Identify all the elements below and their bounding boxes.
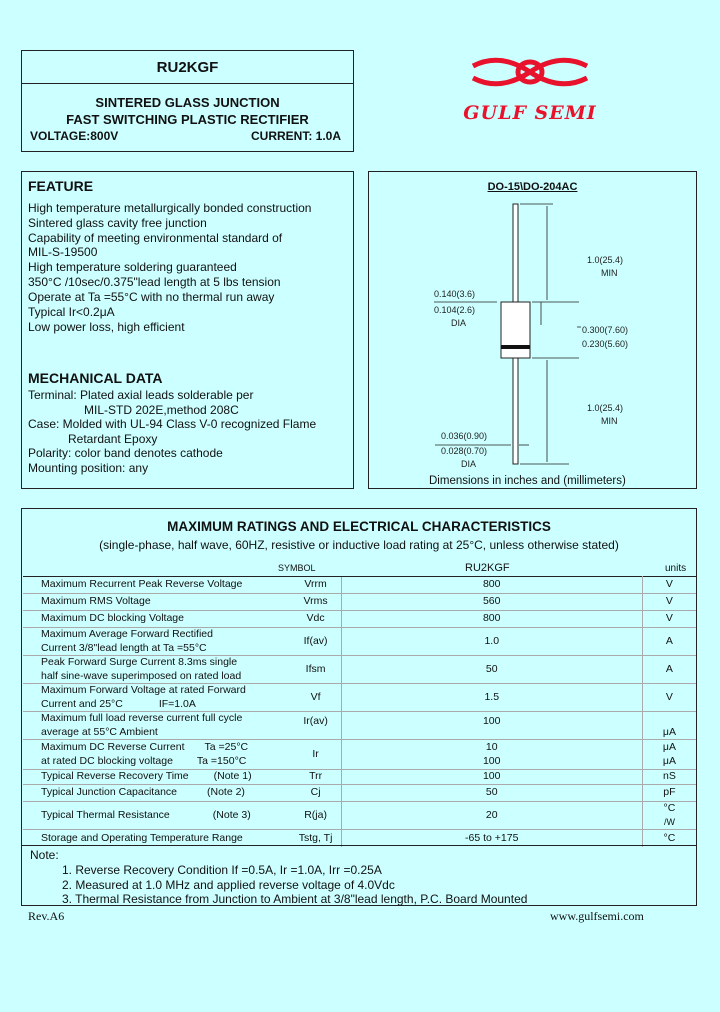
param-cell: Maximum Recurrent Peak Reverse Voltage [23, 577, 291, 594]
param-cell [23, 656, 291, 684]
mechanical-line: Terminal: Plated axial leads solderable per [28, 388, 254, 402]
unit-cell: V [642, 684, 696, 712]
lead-length-bottom-min: MIN [601, 416, 618, 426]
symbol-cell: If(av) [291, 628, 342, 656]
mechanical-line: Polarity: color band denotes cathode [28, 446, 223, 460]
value-cell: 1.5 [341, 684, 642, 712]
lead-length-top-min: MIN [601, 268, 618, 278]
unit-cell: V [642, 577, 696, 594]
symbol-cell: Ir [291, 740, 342, 770]
ratings-subtitle: (single-phase, half wave, 60HZ, resistive or inductive load rating at 25°C, unless otherwise stated) [99, 538, 619, 552]
table-row [23, 802, 696, 830]
mechanical-line: Case: Molded with UL-94 Class V-0 recognized Flame [28, 417, 317, 431]
param-cell: Maximum DC blocking Voltage [23, 611, 291, 628]
table-row [23, 628, 696, 656]
header-line2: FAST SWITCHING PLASTIC RECTIFIER [66, 112, 309, 127]
body-diameter-label: DIA [451, 318, 467, 328]
lead-diameter-label: DIA [461, 459, 477, 469]
unit-line: μA [662, 741, 676, 753]
col-header-part: RU2KGF [465, 562, 510, 574]
feature-title: FEATURE [28, 178, 94, 194]
body-diameter-max: 0.140(3.6) [434, 289, 476, 299]
value-cell: 50 [341, 656, 642, 684]
lead-length-bottom: 1.0(25.4) [587, 403, 624, 413]
current-rating: CURRENT: 1.0A [250, 129, 341, 143]
table-row [23, 684, 696, 712]
param-note: (Note 3) [212, 808, 251, 821]
unit-cell: A [642, 628, 696, 656]
table-row [23, 656, 696, 684]
param-text: Typical Reverse Recovery Time [41, 770, 189, 783]
param-cell: Maximum RMS Voltage [23, 594, 291, 611]
param-line [41, 698, 289, 712]
header-box [21, 50, 354, 152]
param-note: Ta =25°C [204, 741, 249, 753]
body-length-max: 0.300(7.60) [582, 325, 629, 335]
symbol-cell: Vrms [291, 594, 342, 611]
symbol-cell: Ir(av) [291, 712, 342, 740]
value-cell: 20 [341, 802, 642, 830]
feature-line: MIL-S-19500 [28, 245, 98, 259]
table-row [23, 611, 696, 628]
unit-cell: nS [642, 770, 696, 785]
param-cell [23, 740, 291, 770]
unit-cell: V [642, 611, 696, 628]
param-cell: Storage and Operating Temperature Range [23, 830, 291, 847]
feature-box [21, 171, 354, 489]
dimensions-caption: Dimensions in inches and (millimeters) [429, 475, 626, 487]
symbol-cell: Trr [291, 770, 342, 785]
ratings-table [23, 576, 696, 847]
param-note: (Note 2) [207, 786, 245, 799]
param-line2: Current and 25°C [41, 697, 123, 710]
value-cell: 50 [341, 785, 642, 802]
param-line: average at 55°C Ambient [41, 725, 158, 738]
feature-line: Low power loss, high efficient [28, 320, 185, 334]
col-header-symbol: SYMBOL [278, 563, 316, 573]
feature-line: High temperature soldering guaranteed [28, 260, 237, 274]
param-line: Peak Forward Surge Current 8.3ms single [41, 656, 238, 668]
param-cell [23, 628, 291, 656]
feature-line: 350°C /10sec/0.375"lead length at 5 lbs tension [28, 275, 281, 289]
value-line: 10 [485, 741, 498, 753]
mechanical-line: Mounting position: any [28, 461, 149, 475]
revision-label: Rev.A6 [28, 909, 65, 923]
feature-line: Operate at Ta =55°C with no thermal run away [28, 290, 275, 304]
value-cell [341, 740, 642, 770]
symbol-cell: Vrrm [291, 577, 342, 594]
table-row [23, 830, 696, 847]
mechanical-line: Retardant Epoxy [68, 432, 158, 446]
voltage-rating: VOLTAGE:800V [30, 129, 119, 143]
unit-cell: μA [642, 712, 696, 740]
note-item: 3. Thermal Resistance from Junction to Ambient at 3/8"lead length, P.C. Board Mounted [62, 892, 528, 906]
param-line: half sine-wave superimposed on rated load [41, 669, 242, 682]
table-row [23, 785, 696, 802]
table-row [23, 770, 696, 785]
value-cell: -65 to +175 [341, 830, 642, 847]
param-cell [23, 770, 291, 785]
mechanical-line: MIL-STD 202E,method 208C [84, 403, 239, 417]
ratings-title: MAXIMUM RATINGS AND ELECTRICAL CHARACTERISTICS [167, 519, 551, 534]
note-item: 1. Reverse Recovery Condition If =0.5A, Ir =1.0A, Irr =0.25A [62, 863, 382, 877]
param-line [41, 755, 289, 769]
feature-line: Typical Ir<0.2μA [28, 305, 115, 319]
lead-length-top: 1.0(25.4) [587, 255, 624, 265]
value-cell: 800 [341, 577, 642, 594]
feature-line: Capability of meeting environmental standard of [28, 231, 283, 245]
notes-divider [22, 845, 696, 846]
value-cell: 800 [341, 611, 642, 628]
diode-outline-drawing [369, 172, 698, 490]
symbol-cell: Tstg, Tj [291, 830, 342, 847]
unit-cell [642, 740, 696, 770]
notes-title: Note: [30, 848, 59, 862]
unit-cell [642, 802, 696, 830]
col-header-units: units [665, 563, 687, 574]
unit-line: μA [662, 754, 676, 767]
param-cell [23, 684, 291, 712]
website-link[interactable]: www.gulfsemi.com [550, 909, 644, 923]
unit-line: °C [663, 802, 676, 814]
symbol-cell: R(ja) [291, 802, 342, 830]
symbol-cell: Vdc [291, 611, 342, 628]
value-line: 100 [482, 754, 501, 767]
feature-line: High temperature metallurgically bonded construction [28, 201, 312, 215]
symbol-cell: Ifsm [291, 656, 342, 684]
param-note: IF=1.0A [158, 697, 196, 710]
unit-cell: °C [642, 830, 696, 847]
company-logo [455, 50, 605, 130]
body-length-min: 0.230(5.60) [582, 339, 629, 349]
table-row [23, 740, 696, 770]
lead-diameter-min: 0.028(0.70) [441, 446, 488, 456]
symbol-cell: Cj [291, 785, 342, 802]
param-line2: at rated DC blocking voltage [41, 754, 173, 767]
body-diameter-min: 0.104(2.6) [434, 305, 476, 315]
header-line1: SINTERED GLASS JUNCTION [95, 95, 280, 110]
table-row [23, 712, 696, 740]
unit-cell: A [642, 656, 696, 684]
package-box [368, 171, 697, 489]
param-cell [23, 712, 291, 740]
param-cell [23, 802, 291, 830]
param-text: Typical Thermal Resistance [41, 808, 170, 821]
part-number: RU2KGF [156, 59, 219, 76]
lead-diameter-max: 0.036(0.90) [441, 431, 488, 441]
param-line: Current 3/8"lead length at Ta =55°C [41, 641, 207, 654]
param-note: (Note 1) [213, 770, 252, 783]
param-text: Typical Junction Capacitance [41, 786, 177, 799]
param-line1: Maximum DC Reverse Current [41, 741, 185, 753]
logo-text: GULF SEMI [463, 102, 597, 124]
feature-line: Sintered glass cavity free junction [28, 216, 207, 230]
param-line [41, 741, 289, 755]
note-item: 2. Measured at 1.0 MHz and applied reverse voltage of 4.0Vdc [62, 878, 395, 892]
table-row [23, 577, 696, 594]
value-cell: 1.0 [341, 628, 642, 656]
symbol-cell: Vf [291, 684, 342, 712]
value-cell: 560 [341, 594, 642, 611]
mechanical-title: MECHANICAL DATA [28, 370, 163, 386]
unit-cell: V [642, 594, 696, 611]
param-line: Maximum Average Forward Rectified [41, 628, 213, 640]
value-cell: 100 [341, 770, 642, 785]
value-cell: 100 [341, 712, 642, 740]
param-line: Maximum Forward Voltage at rated Forward [41, 684, 246, 696]
param-cell [23, 785, 291, 802]
unit-line: /W [663, 816, 675, 827]
param-note2: Ta =150°C [196, 754, 247, 767]
unit-cell: pF [642, 785, 696, 802]
package-title: DO-15\DO-204AC [487, 181, 578, 193]
param-line: Maximum full load reverse current full cycle [41, 712, 243, 724]
table-row [23, 594, 696, 611]
